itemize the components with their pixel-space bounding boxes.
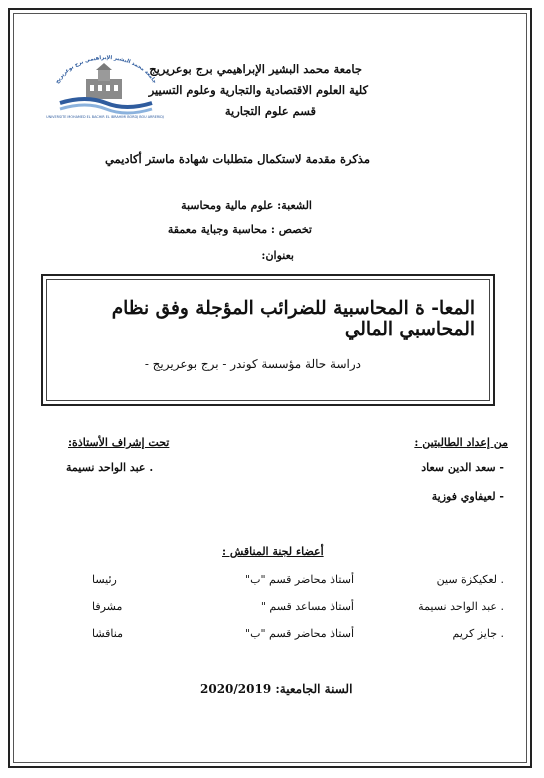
student-name-1: - سعد الدين سعاد [421, 461, 504, 474]
specialty: تخصص : محاسبة وجباية معمقة [167, 223, 312, 236]
jury-heading: أعضاء لجنة المناقش : [222, 545, 324, 558]
logo-latin-text: UNIVERSITE MOHAMED EL BACHIR EL IBRAHIMI BORDJ BOU ARRERIDJ [46, 115, 164, 119]
university-name: جامعة محمد البشير الإبراهيمي برج بوعريريج [149, 62, 362, 76]
academic-year-value: 2020/2019 [200, 682, 272, 696]
jury-member-rank-2: أستاذ مساعد قسم " [260, 600, 354, 613]
jury-member-role-1: رئيسا [92, 573, 117, 586]
academic-year [200, 682, 352, 696]
jury-member-name-2: . عبد الواحد نسيمة [418, 600, 504, 613]
students-heading: من إعداد الطالبتين : [414, 436, 508, 449]
jury-member-role-2: مشرفا [92, 600, 123, 613]
supervisor-name: . عبد الواحد نسيمة [66, 461, 154, 474]
student-name-2: - لعيفاوي فوزية [431, 490, 504, 503]
jury-member-role-3: مناقشا [92, 627, 123, 640]
faculty-name: كلية العلوم الاقتصادية والتجارية وعلوم التسيير [148, 83, 368, 97]
case-study: دراسة حالة مؤسسة كوندر - برج بوعريريج - [144, 357, 361, 371]
jury-member-name-1: . لعكيكزة سين [436, 573, 504, 586]
title-label: بعنوان: [261, 249, 294, 262]
thesis-title: المعا- ة المحاسبية للضرائب المؤجلة وفق نظام المحاسبي المالي [111, 298, 475, 340]
jury-member-rank-3: أستاذ محاضر قسم "ب" [245, 627, 354, 640]
jury-member-rank-1: أستاذ محاضر قسم "ب" [245, 573, 354, 586]
academic-year-label: السنة الجامعية: [275, 682, 353, 696]
memo-statement: مذكرة مقدمة لاستكمال متطلبات شهادة ماستر أكاديمي [104, 152, 370, 166]
branch: الشعبة: علوم مالية ومحاسبة [181, 199, 312, 212]
thesis-title-box [41, 274, 495, 406]
supervisor-heading: تحت إشراف الأستاذة: [68, 436, 170, 449]
logo-arabic-arc-text: جامعة محمد البشير الإبراهيمي برج بوعريريج [54, 55, 158, 85]
university-logo [46, 55, 164, 127]
jury-member-name-3: . جايز كريم [452, 627, 504, 640]
department-name: قسم علوم التجارية [224, 104, 316, 118]
